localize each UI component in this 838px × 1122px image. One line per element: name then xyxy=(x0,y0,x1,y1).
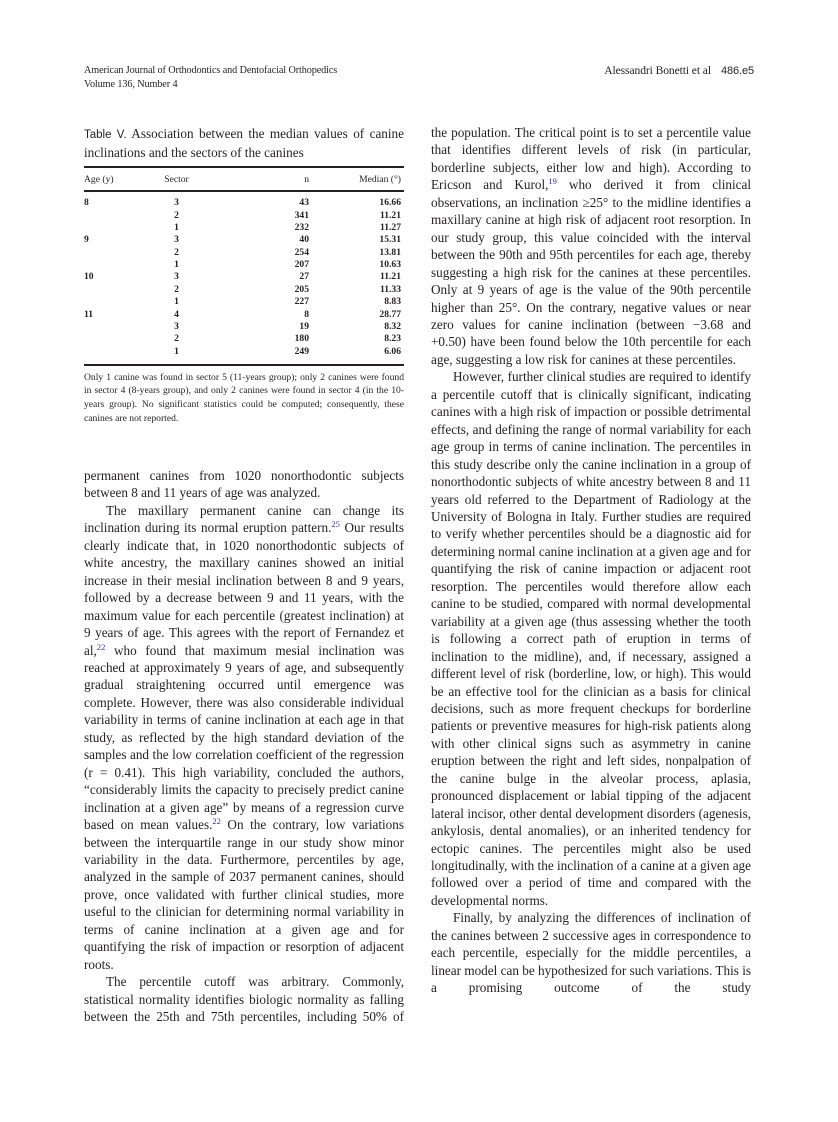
table-label: Table V. xyxy=(84,129,127,141)
cell-median: 28.77 xyxy=(379,308,401,320)
cell-age xyxy=(84,247,144,259)
column-header-age: Age (y) xyxy=(84,173,114,185)
cell-n: 341 xyxy=(294,209,309,221)
cell-age xyxy=(84,284,144,296)
cell-age xyxy=(84,222,144,234)
cell-sector: 2 xyxy=(174,246,179,258)
paragraph: However, further clinical studies are required to identify a percentile cutoff that is clinically significant, indicating canines with a high risk of impaction or possible detrimental effects, and defining the range of normal variability for each age group in terms of canine inclination. The percentiles in this study describe only the canine inclination in a group of nonorthodontic subjects of white ancestry between 8 and 11 years old referred to the Department of Radiology at the University of Bologna in Italy. Further studies are required to verify whether percentiles should be a diagnostic aid for determining normal canine inclination at a given age and for quantifying the risk of canine impaction or adjacent root resorption. The percentiles would therefore allow each canine to be studied, compared with normal developmental variability at a given age (thus assessing whether the tooth is following a correct path of eruption in terms of inclination to the midline), and, if necessary, assigned a different level of risk (borderline, low, or high). This would be an effective tool for the clinician as a basis for clinical decisions, such as more frequent checkups for borderline patients or preventive measures for high-risk patients along with other clinical signs such as asymmetry in canine eruption between the right and left sides, nonpalpation of the canine bulge in the alveolar process, aplasia, pronounced displacement or labial tipping of the adjacent lateral incisor, other dental development disorders (agenesis, ankylosis, dental anomalies), or an inherited tendency for ectopic canines. The percentiles might also be used longitudinally, with the inclination of a canine at a given age followed over a period of time and compared with the developmental norms. xyxy=(431,369,751,908)
cell-n: 180 xyxy=(294,333,309,345)
cell-median: 8.83 xyxy=(384,296,401,308)
cell-n: 27 xyxy=(299,271,309,283)
cell-age xyxy=(84,210,144,222)
table-caption xyxy=(84,125,404,161)
right-column xyxy=(431,124,751,997)
cell-sector: 2 xyxy=(174,283,179,295)
cell-sector: 1 xyxy=(174,222,179,234)
table-row xyxy=(84,346,404,365)
cell-n: 227 xyxy=(294,296,309,308)
cell-sector: 1 xyxy=(174,259,179,271)
text-run: On the contrary, low variations between the interquartile range in our study show minor variability in the data. Furthermore, percentiles by age, analyzed in the sample of 2037 permanent canines, should prove, once validated with further clinical studies, more useful to the clinician for determining normal variability in terms of canine inclination at a given age and for quantifying the risk of impaction or resorption of adjacent roots. xyxy=(84,817,404,972)
table-row xyxy=(84,271,404,283)
table-row xyxy=(84,222,404,234)
cell-n: 232 xyxy=(294,222,309,234)
table-row xyxy=(84,234,404,246)
cell-sector: 3 xyxy=(174,197,179,209)
cell-sector: 1 xyxy=(174,345,179,357)
paragraph: Finally, by analyzing the differences of inclination of the canines between 2 successive ages in correspondence to each percentile, especially for the middle percentiles, a linear model can be hypothesized for such variations. This is a promising outcome of the study xyxy=(431,910,751,996)
journal-volume: Volume 136, Number 4 xyxy=(84,79,178,90)
cell-n: 43 xyxy=(299,197,309,209)
cell-sector: 3 xyxy=(174,234,179,246)
paragraph xyxy=(84,502,404,973)
citation-link[interactable]: 25 xyxy=(331,519,340,530)
cell-sector: 2 xyxy=(174,333,179,345)
cell-sector: 3 xyxy=(174,271,179,283)
journal-info xyxy=(84,64,337,92)
table-row xyxy=(84,247,404,259)
cell-median: 11.21 xyxy=(379,271,401,283)
column-header-n: n xyxy=(304,173,309,185)
paragraph: permanent canines from 1020 nonorthodontic subjects between 8 and 11 years of age was analyzed. xyxy=(84,468,404,501)
cell-age: 8 xyxy=(84,197,89,209)
cell-age: 11 xyxy=(84,308,94,320)
cell-n: 8 xyxy=(304,308,309,320)
text-run: Our results clearly indicate that, in 1020 nonorthodontic subjects of white ancestry, the maxillary canines showed an initial increase in their mesial inclination between 8 and 9 years, followed by a decrease between 9 and 11 years, with the maximum value for each percentile (greatest inclination) at 9 years of age. This agrees with the report of Fernandez et al, xyxy=(84,520,404,658)
journal-title: American Journal of Orthodontics and Dentofacial Orthopedics xyxy=(84,65,338,76)
cell-median: 8.32 xyxy=(384,320,401,332)
table-row xyxy=(84,191,404,209)
text-run: The maxillary permanent canine can change its inclination during its normal eruption pattern. xyxy=(84,502,404,536)
cell-n: 254 xyxy=(294,246,309,258)
table-row xyxy=(84,321,404,333)
data-table xyxy=(84,166,404,365)
text-run: who derived it from clinical observations, an inclination ≥25° to the midline identifies a maxillary canine at high risk of adjacent root resorption. In our study group, this value coincided with the interval between the 90th and 95th percentiles for each age, thereby suggesting a high risk for the canines at these percentiles. Only at 9 years of age is the value of the 90th percentile higher than 25°. On the contrary, negative values or near zero values for canine inclination (between −3.68 and +0.50) have been found below the 10th percentile for each age, suggesting a low risk for canines at these percentiles. xyxy=(431,177,752,367)
table-row xyxy=(84,284,404,296)
cell-n: 249 xyxy=(294,345,309,357)
column-header-median: Median (°) xyxy=(359,173,401,185)
cell-median: 11.21 xyxy=(379,209,401,221)
cell-median: 8.23 xyxy=(384,333,401,345)
page-info xyxy=(604,64,754,78)
cell-age xyxy=(84,346,144,365)
cell-n: 19 xyxy=(299,320,309,332)
table-row xyxy=(84,309,404,321)
cell-age: 9 xyxy=(84,234,89,246)
table-caption-text: Association between the median values of canine inclinations and the sectors of the canines xyxy=(84,126,404,161)
left-column xyxy=(84,467,404,1026)
page-number: 486.e5 xyxy=(720,65,754,77)
paragraph xyxy=(431,124,751,368)
cell-n: 205 xyxy=(294,283,309,295)
table-row xyxy=(84,333,404,345)
table-header-row xyxy=(84,167,404,191)
cell-median: 11.27 xyxy=(379,222,401,234)
author-names: Alessandri Bonetti et al xyxy=(604,64,711,77)
citation-link[interactable]: 19 xyxy=(548,176,557,187)
citation-link[interactable]: 22 xyxy=(212,816,221,827)
cell-sector: 1 xyxy=(174,296,179,308)
cell-sector: 3 xyxy=(174,320,179,332)
cell-median: 11.33 xyxy=(379,283,401,295)
cell-sector: 2 xyxy=(174,209,179,221)
cell-median: 15.31 xyxy=(379,234,401,246)
text-run: who found that maximum mesial inclination was reached at approximately 9 years of age, and subsequently gradual straightening occurred until emergence was complete. However, there was also considerable individual variability in terms of canine inclination at each age in that study, as reflected by the high standard deviation of the samples and the low correlation coefficient of the regression (r = 0.41). This high variability, concluded the authors, “considerably limits the capacity to precisely predict canine inclination at a given age” by means of a regression curve based on mean values. xyxy=(84,642,404,833)
table-footnote: Only 1 canine was found in sector 5 (11-years group); only 2 canines were found in sector 4 (8-years group), and only 2 canines were found in sector 4 (in the 10-years group). No significant statistics could be computed; consequently, these canines are not reported. xyxy=(84,371,404,424)
cell-n: 40 xyxy=(299,234,309,246)
cell-age: 10 xyxy=(84,271,94,283)
cell-age xyxy=(84,259,144,271)
cell-median: 16.66 xyxy=(379,197,401,209)
cell-n: 207 xyxy=(294,259,309,271)
table-body xyxy=(84,191,404,364)
cell-age xyxy=(84,333,144,345)
cell-median: 6.06 xyxy=(384,345,401,357)
table-row xyxy=(84,210,404,222)
cell-median: 13.81 xyxy=(379,246,401,258)
citation-link[interactable]: 22 xyxy=(96,641,106,652)
cell-age xyxy=(84,321,144,333)
text-run: the population. The critical point is to set a percentile value that identifies different levels of risk (in particular, borderline subjects, either low and high). According to Ericson and Kurol, xyxy=(431,125,751,193)
paragraph: The percentile cutoff was arbitrary. Commonly, statistical normality identifies biologic normality as falling between the 25th and 75th percentiles, including 50% of xyxy=(84,974,404,1025)
table-v xyxy=(84,125,404,425)
table-row xyxy=(84,259,404,271)
cell-age xyxy=(84,296,144,308)
cell-median: 10.63 xyxy=(379,259,401,271)
column-header-sector: Sector xyxy=(164,173,189,185)
cell-sector: 4 xyxy=(174,308,179,320)
table-row xyxy=(84,296,404,308)
